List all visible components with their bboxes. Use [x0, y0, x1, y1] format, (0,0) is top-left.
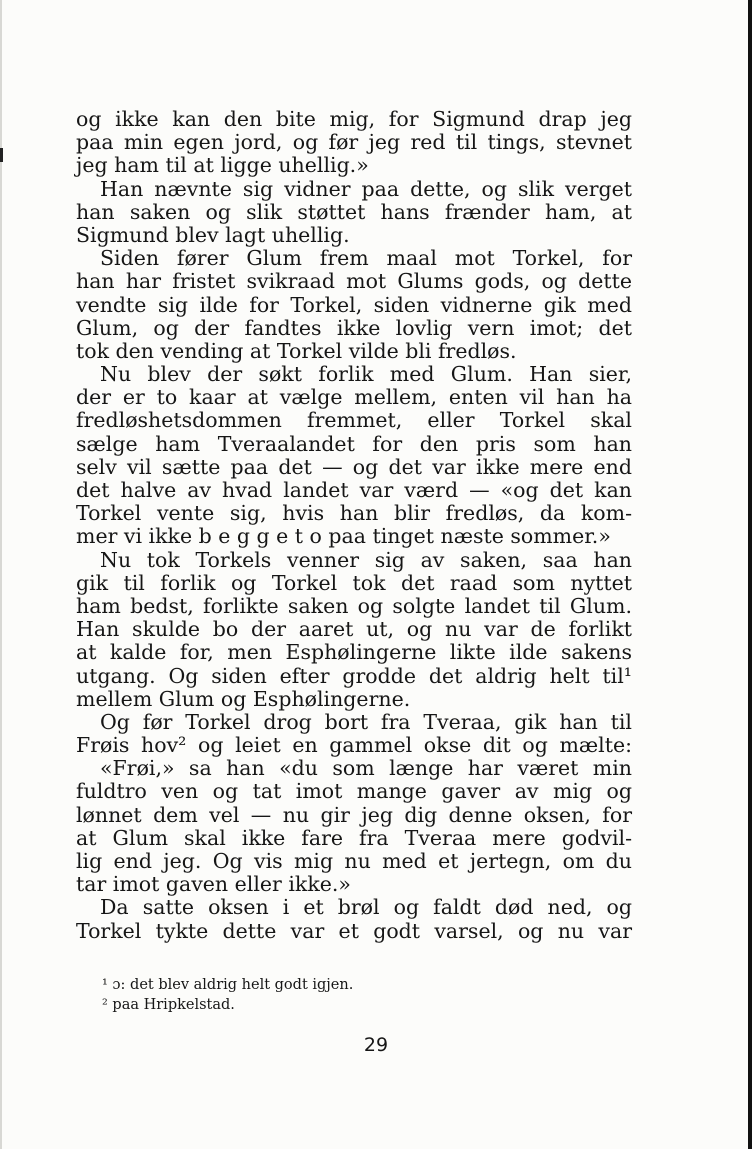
text-line: der er to kaar at vælge mellem, enten vil han ha — [76, 385, 632, 410]
text-line: fuldtro ven og tat imot mange gaver av mig og — [76, 779, 632, 804]
text-line: og ikke kan den bite mig, for Sigmund drap jeg — [76, 107, 632, 131]
text-line: Sigmund blev lagt uhellig. — [76, 222, 350, 247]
text-line: Siden fører Glum frem maal mot Torkel, for — [100, 246, 632, 271]
text-line: at kalde for, men Esphølingerne likte ilde sakens — [76, 640, 632, 665]
text-line: han har fristet svikraad mot Glums gods, og dette — [76, 269, 632, 294]
text-line: Da satte oksen i et brøl og faldt død ned, og — [100, 895, 632, 920]
text-line: Glum, og der fandtes ikke lovlig vern imot; det — [76, 315, 632, 340]
text-line: Og før Torkel drog bort fra Tveraa, gik han til — [100, 709, 632, 734]
text-line: han saken og slik støttet hans frænder ham, at — [76, 199, 632, 224]
text-line: tok den vending at Torkel vilde bli fredløs. — [76, 338, 517, 363]
text-line: Torkel tykte dette var et godt varsel, og nu var — [76, 918, 632, 943]
text-line: lønnet dem vel — nu gir jeg dig denne oksen, for — [76, 802, 632, 827]
text-line: fredløshetsdommen fremmet, eller Torkel skal — [76, 408, 632, 433]
text-line: utgang. Og siden efter grodde det aldrig helt til¹ — [76, 663, 632, 688]
page-edge-mark — [0, 148, 3, 162]
text-line: lig end jeg. Og vis mig nu med et jertegn, om du — [76, 849, 632, 873]
footnote-2: ² paa Hripkelstad. — [102, 997, 235, 1013]
text-line: paa min egen jord, og før jeg red til tings, stevnet — [76, 130, 632, 155]
body-text — [76, 108, 632, 943]
text-line: Frøis hov² og leiet en gammel okse dit og mælte: — [76, 733, 632, 758]
text-line: at Glum skal ikke fare fra Tveraa mere godvil- — [76, 825, 632, 850]
text-line: Han nævnte sig vidner paa dette, og slik verget — [100, 176, 632, 201]
text-line: Nu blev der søkt forlik med Glum. Han sier, — [100, 362, 632, 387]
text-line: det halve av hvad landet var værd — «og det kan — [76, 478, 632, 502]
page-number: 29 — [363, 1034, 389, 1056]
text-line: jeg ham til at ligge uhellig.» — [76, 153, 369, 178]
text-line: tar imot gaven eller ikke.» — [76, 872, 351, 897]
text-line: mer vi ikke b e g g e t o paa tinget næste sommer.» — [76, 524, 611, 549]
text-line: selv vil sætte paa det — og det var ikke mere end — [76, 454, 632, 479]
text-line: Han skulde bo der aaret ut, og nu var de forlikt — [76, 617, 632, 642]
text-line: Nu tok Torkels venner sig av saken, saa han — [100, 547, 632, 572]
text-line: gik til forlik og Torkel tok det raad som nyttet — [76, 570, 632, 595]
text-line: mellem Glum og Esphølingerne. — [76, 686, 411, 711]
footnotes — [102, 975, 622, 1015]
text-line: vendte sig ilde for Torkel, siden vidnerne gik med — [76, 292, 632, 317]
page-right-edge — [748, 0, 752, 1149]
text-line: sælge ham Tveraalandet for den pris som han — [76, 431, 632, 456]
footnote-1: ¹ ɔ: det blev aldrig helt godt igjen. — [102, 977, 354, 993]
page-left-edge — [0, 0, 2, 1149]
text-line: «Frøi,» sa han «du som længe har været min — [100, 756, 632, 781]
text-line: ham bedst, forlikte saken og solgte landet til Glum. — [76, 593, 632, 618]
text-line: Torkel vente sig, hvis han blir fredløs, da kom- — [76, 501, 632, 526]
